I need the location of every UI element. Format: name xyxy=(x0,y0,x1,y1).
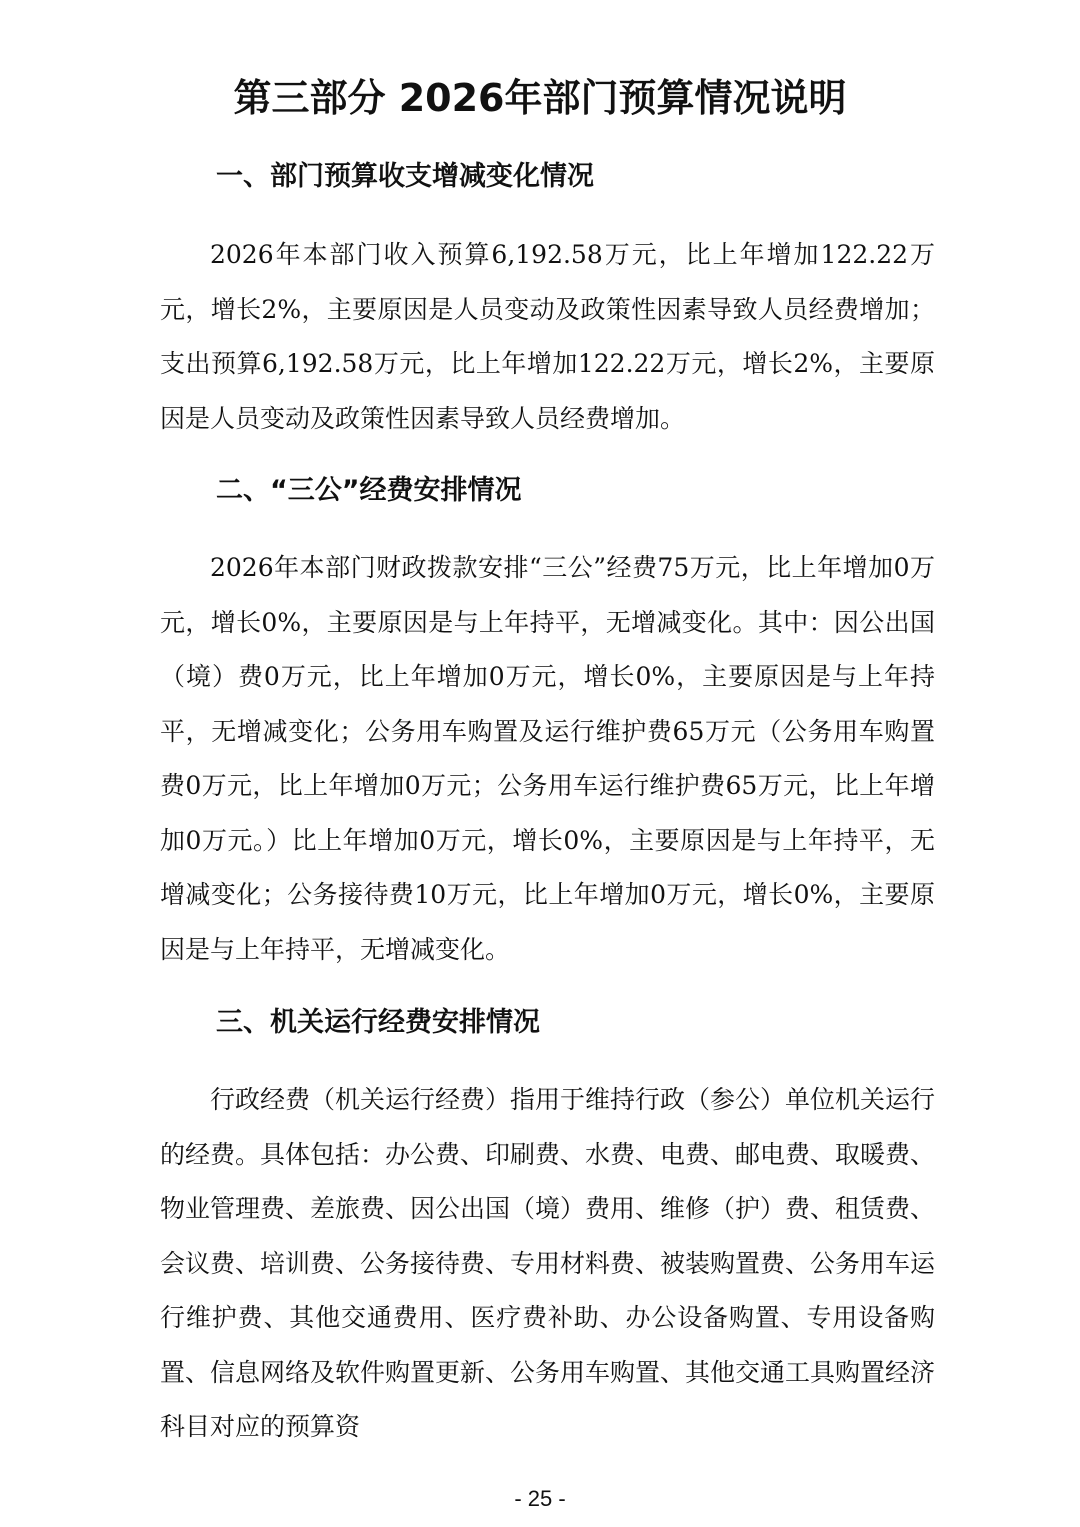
page-title: 第三部分 2026年部门预算情况说明 xyxy=(233,76,847,120)
section-paragraph-three-public-expenses: 2026年本部门财政拨款安排“三公”经费75万元，比上年增加0万元，增长0%，主要原因是与上年持平，无增减变化。其中：因公出国（境）费0万元，比上年增加0万元，增长0%，主要原因是与上年持平，无增减变化；公务用车购置及运行维护费65万元（公务用车购置费0万元，比上年增加0万元；公务用车运行维护费65万元，比上年增加0万元。）比上年增加0万元，增长0%，主要原因是与上年持平，无增减变化；公务接待费10万元，比上年增加0万元，增长0%，主要原因是与上年持平，无增减变化。 xyxy=(160,553,935,964)
section-heading-operating-expenses: 三、机关运行经费安排情况 xyxy=(216,1007,540,1038)
section-heading-three-public-expenses: 二、“三公”经费安排情况 xyxy=(216,475,522,506)
section-paragraph-budget-changes: 2026年本部门收入预算6,192.58万元，比上年增加122.22万元，增长2%，主要原因是人员变动及政策性因素导致人员经费增加；支出预算6,192.58万元，比上年增加122.22万元，增长2%，主要原因是人员变动及政策性因素导致人员经费增加。 xyxy=(160,240,935,433)
section-heading-budget-changes: 一、部门预算收支增减变化情况 xyxy=(216,161,594,192)
page-number: - 25 - xyxy=(514,1486,566,1511)
section-paragraph-operating-expenses: 行政经费（机关运行经费）指用于维持行政（参公）单位机关运行的经费。具体包括：办公费、印刷费、水费、电费、邮电费、取暖费、物业管理费、差旅费、因公出国（境）费用、维修（护）费、租赁费、会议费、培训费、公务接待费、专用材料费、被装购置费、公务用车运行维护费、其他交通费用、医疗费补助、办公设备购置、专用设备购置、信息网络及软件购置更新、公务用车购置、其他交通工具购置经济科目对应的预算资 xyxy=(160,1085,936,1441)
